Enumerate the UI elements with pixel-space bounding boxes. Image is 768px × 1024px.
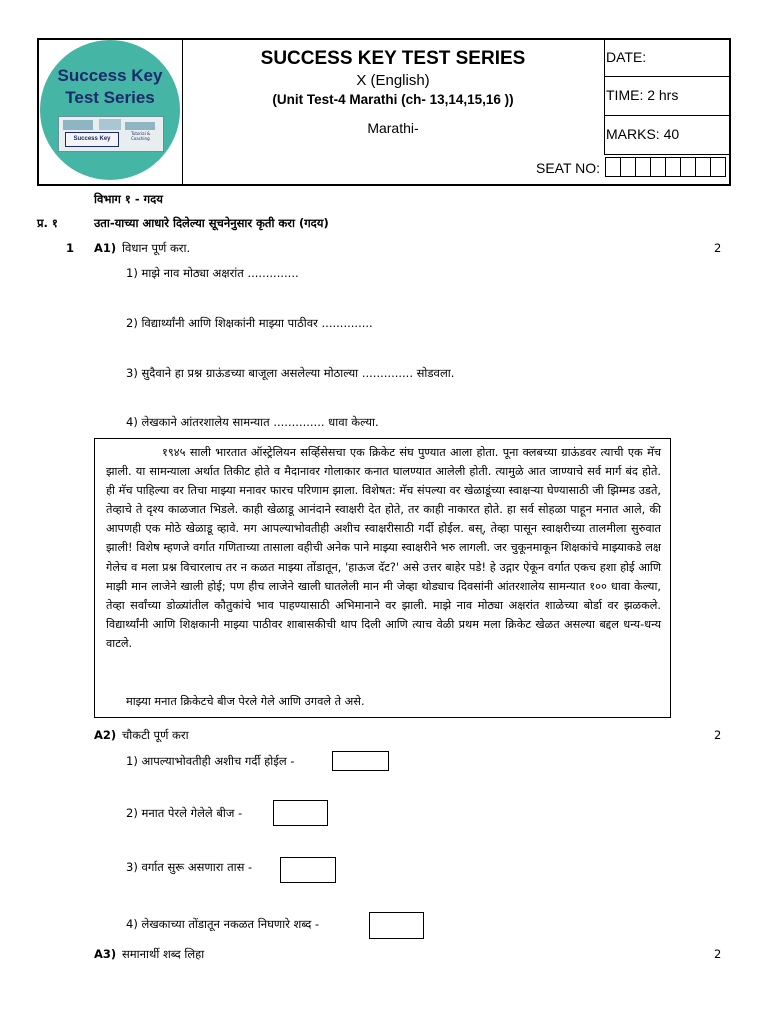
a2-marks: 2 xyxy=(714,728,722,742)
seat-no-cell[interactable] xyxy=(695,157,711,177)
answer-box[interactable] xyxy=(332,751,389,771)
class-name: X (English) xyxy=(356,72,430,89)
seat-no-cell[interactable] xyxy=(710,157,726,177)
header-divider xyxy=(604,76,730,77)
marks-label: MARKS: 40 xyxy=(606,126,680,142)
question-text: उता-याच्या आधारे दिलेल्या सूचनेनुसार कृती करा (गदय) xyxy=(94,216,329,230)
question-number: प्र. १ xyxy=(37,216,58,230)
answer-box[interactable] xyxy=(280,857,336,883)
seat-no-cell[interactable] xyxy=(650,157,666,177)
a3-marks: 2 xyxy=(714,947,722,961)
a2-item: 3) वर्गात सुरू असणारा तास - xyxy=(126,860,253,874)
a1-item: 2) विद्यार्थ्यांनी आणि शिक्षकांनी माझ्या पाठीवर .............. xyxy=(126,316,373,330)
a1-item: 1) माझे नाव मोठ्या अक्षरांत .............. xyxy=(126,266,299,280)
school-logo xyxy=(40,40,180,180)
a1-label: A1) xyxy=(94,241,117,255)
time-label: TIME: 2 hrs xyxy=(606,87,679,103)
sub-question-number: 1 xyxy=(66,241,75,255)
a3-label: A3) xyxy=(94,947,117,961)
a2-item: 4) लेखकाच्या तोंडातून नकळत निघणारे शब्द - xyxy=(126,917,320,931)
subject-name: Marathi- xyxy=(367,120,419,136)
a2-instruction: चौकटी पूर्ण करा xyxy=(122,728,189,742)
logo-line2: Test Series xyxy=(65,88,155,107)
logo-badge: Success Key xyxy=(65,132,119,147)
test-title: SUCCESS KEY TEST SERIES xyxy=(260,48,526,69)
date-label: DATE: xyxy=(606,49,647,65)
header-divider xyxy=(604,115,730,116)
a1-instruction: विधान पूर्ण करा. xyxy=(122,241,191,255)
a2-label: A2) xyxy=(94,728,117,742)
seat-no-cell[interactable] xyxy=(680,157,696,177)
answer-box[interactable] xyxy=(273,800,328,826)
logo-building-image xyxy=(58,116,164,152)
a1-item: 3) सुदैवाने हा प्रश्न ग्राऊंडच्या बाजूला असलेल्या मोठाल्या .............. सोडवला. xyxy=(126,366,455,380)
header-divider xyxy=(604,154,730,155)
seat-no-cell[interactable] xyxy=(605,157,621,177)
seat-no-cell[interactable] xyxy=(665,157,681,177)
seat-no-label: SEAT NO: xyxy=(536,160,601,176)
passage-text: १९४५ साली भारतात ऑस्ट्रेलियन सर्व्हिसेसचा एक क्रिकेट संघ पुण्यात आला होता. पूना क्लबच्या ग्राऊंडवर त्याची एक मॅच झाली. या सामन्याला अर्थात तिकीट होते व मैदानावर गोलाकार कनात घालण्यात आलेली होती. त्यामुळे आत जाण्याचे सर्व मार्ग बंद होते. ही मॅच पाहिल्या वर तिचा माझ्या मनावर फारच परिणाम झाला. विशेषत: मॅच संपल्या वर खेळाडूंच्या स्वाक्षऱ्या घेण्यासाठी जी झिम्मड उडते, तेव्हाचे ते दृश्य काळजात भिडले. काही खेळाडू आनंदाने स्वाक्षरी देत होते, तर काही नाकारत होते. हा सर्व सोहळा पाहून मनात आले, की आपणही एक मोठे खेळाडू व्हावे. मग आपल्याभोवतीही अशीच स्वाक्षरीसाठी गर्दी होईल. बस्, तेव्हा पासून स्वाक्षरीच्या तालमीला सुरुवात झाली! विशेष म्हणजे वर्गात गणिताच्या तासाला वहीची अनेक पाने माझ्या स्वाक्षरीने भरु लागली. जर चुकूनमाकून शिक्षकांचे माझ्याकडे लक्ष गेलेच व मला प्रश्न विचारलाच तर न कळत माझ्या तोंडातून, 'हाऊज दॅट?' असे उत्तर बाहेर पडे! हे उद्गार ऐकून वर्गात एकच हशा होई आणि माझी मान लाजेने खाली होई; पण हीच लाजेने खाली घातलेली मान मी जेव्हा थोड्याच दिवसांनी आंतरशालेय सामन्यात १०० धावा केल्या, तेव्हा सर्वांच्या डोळ्यांतील कौतुकांचे भाव पाहण्यासाठी अभिमानाने वर झाली. माझे नाव मोठ्या अक्षरांत शाळेच्या बोर्डा वर झळकले. विद्यार्थ्यांनी आणि शिक्षकानी माझ्या पाठीवर शाबासकीची थाप दिली आणि त्याच वेळी प्रथम मला क्रिकेट खेळत असल्या बद्दल धन्य-धन्य वाटले. xyxy=(106,446,661,650)
section-heading: विभाग १ - गदय xyxy=(94,192,163,206)
logo-small-text: Tutorial & Coaching xyxy=(131,131,151,141)
a2-item: 2) मनात पेरले गेलेले बीज - xyxy=(126,806,243,820)
passage-last-line: माझ्या मनात क्रिकेटचे बीज पेरले गेले आणि उगवले ते असे. xyxy=(126,695,365,708)
answer-box[interactable] xyxy=(369,912,424,939)
a1-item: 4) लेखकाने आंतरशालेय सामन्यात .............. धावा केल्या. xyxy=(126,415,379,429)
a2-item: 1) आपल्याभोवतीही अशीच गर्दी होईल - xyxy=(126,754,295,768)
header-divider xyxy=(604,39,605,154)
seat-no-cell[interactable] xyxy=(620,157,636,177)
a3-instruction: समानार्थी शब्द लिहा xyxy=(122,947,205,961)
unit-title: (Unit Test-4 Marathi (ch- 13,14,15,16 )) xyxy=(272,92,514,107)
seat-no-cell[interactable] xyxy=(635,157,651,177)
logo-line1: Success Key xyxy=(57,66,163,85)
a1-marks: 2 xyxy=(714,241,722,255)
passage-box xyxy=(94,438,671,718)
